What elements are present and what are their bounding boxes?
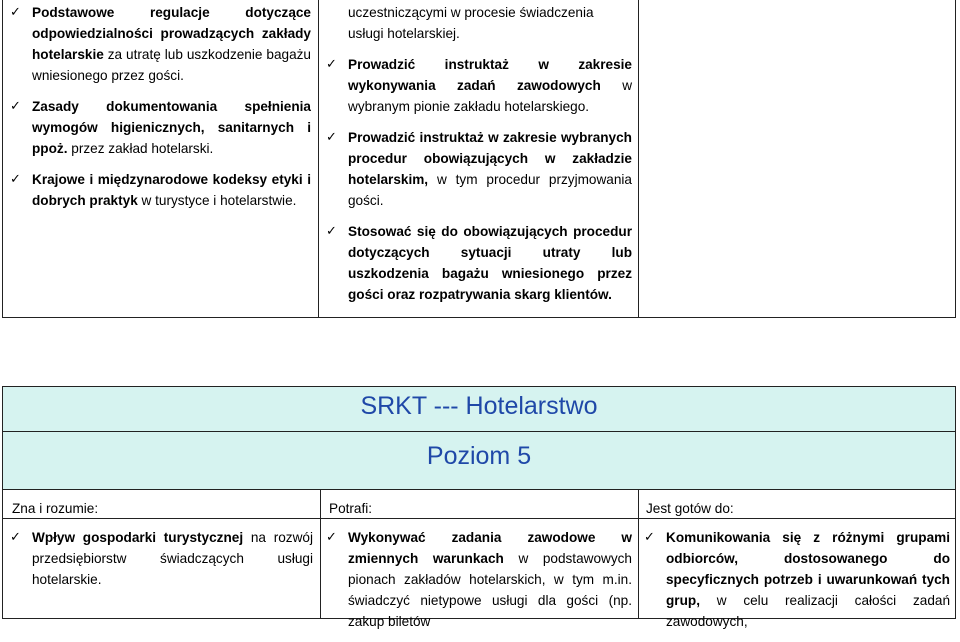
item-bold-text: Stosować się do obowiązujących procedur dotyczących sytuacji utraty lub uszkodzenia bagażu wniesionego przez gości oraz rozpatrywania skarg klientów.	[348, 224, 632, 302]
bottom-header-divider	[2, 518, 956, 519]
checklist-item	[640, 527, 950, 632]
bottom-col-divider-2	[638, 489, 639, 619]
item-normal-text: przez zakład hotelarski.	[67, 141, 214, 156]
top-left-cell	[6, 2, 311, 221]
checklist-item	[6, 2, 311, 86]
banner-divider	[3, 431, 955, 432]
item-normal-text: w celu realizacji całości zadań zawodowych,	[666, 593, 950, 629]
top-left-list	[6, 2, 311, 211]
checklist-item	[322, 527, 632, 632]
check-icon: ✓	[326, 130, 337, 145]
header-ready: Jest gotów do:	[646, 501, 734, 516]
item-normal-text: w wybranym pionie zakładu hotelarskiego.	[348, 78, 633, 114]
item-bold-text: Zasady dokumentowania spełnienia wymogów higienicznych, sanitarnych i ppoż.	[32, 99, 311, 156]
bottom-col3-list	[640, 527, 950, 632]
check-icon: ✓	[10, 530, 21, 545]
item-normal-text: za utratę lub uszkodzenie bagażu wniesionego przez gości.	[32, 47, 311, 83]
item-bold-text: Komunikowania się z różnymi grupami odbiorców, dostosowanego do specyficznych potrzeb i uwarunkowań tych grup,	[666, 530, 950, 608]
check-icon: ✓	[326, 530, 337, 545]
check-icon: ✓	[644, 530, 655, 545]
top-middle-list	[322, 54, 632, 305]
item-normal-text: w podstawowych pionach zakładów hotelarskich, w tym m.in. świadczyć nietypowe usługi dla gości (np. zakup biletów	[348, 551, 632, 629]
check-icon: ✓	[10, 172, 21, 187]
check-icon: ✓	[10, 99, 21, 114]
item-normal-text: w tym procedur przyjmowania gości.	[348, 172, 632, 208]
item-bold-text: Wykonywać zadania zawodowe w zmiennych warunkach	[348, 530, 632, 566]
middle-continuation-text: uczestniczącymi w procesie świadczenia usługi hotelarskiej.	[348, 5, 594, 41]
bottom-col3-cell	[640, 527, 950, 642]
item-bold-text: Podstawowe regulacje dotyczące odpowiedzialności prowadzących zakłady hotelarskie	[32, 5, 311, 62]
checklist-item	[6, 96, 311, 159]
bottom-col-divider-1	[320, 489, 321, 619]
level-title: Poziom 5	[426, 442, 532, 470]
top-table-divider-2	[638, 0, 639, 318]
top-middle-cell	[322, 2, 632, 315]
header-can: Potrafi:	[329, 501, 373, 516]
top-table-divider	[318, 0, 319, 318]
bottom-col2-cell	[322, 527, 632, 642]
check-icon: ✓	[326, 57, 337, 72]
checklist-item	[322, 127, 632, 211]
checklist-item	[322, 54, 632, 117]
item-normal-text: na rozwój przedsiębiorstw świadczących usługi hotelarskie.	[32, 530, 313, 587]
checklist-item	[322, 221, 632, 305]
check-icon: ✓	[10, 5, 21, 20]
check-icon: ✓	[326, 224, 337, 239]
qualification-banner	[2, 386, 956, 490]
checklist-item	[6, 527, 313, 590]
item-bold-text: Krajowe i międzynarodowe kodeksy etyki i dobrych praktyk	[32, 172, 311, 208]
item-bold-text: Prowadzić instruktaż w zakresie wybranych procedur obowiązujących w zakładzie hotelarskim,	[348, 130, 632, 187]
checklist-item	[6, 169, 311, 211]
item-normal-text: w turystyce i hotelarstwie.	[137, 193, 297, 208]
item-bold-text: Prowadzić instruktaż w zakresie wykonywania zadań zawodowych	[348, 57, 632, 93]
bottom-col1-list	[6, 527, 313, 590]
header-knows: Zna i rozumie:	[12, 501, 99, 516]
bottom-col2-list	[322, 527, 632, 632]
item-bold-text: Wpływ gospodarki turystycznej	[32, 530, 244, 545]
bottom-col1-cell	[6, 527, 313, 600]
framework-title: SRKT --- Hotelarstwo	[360, 392, 598, 420]
